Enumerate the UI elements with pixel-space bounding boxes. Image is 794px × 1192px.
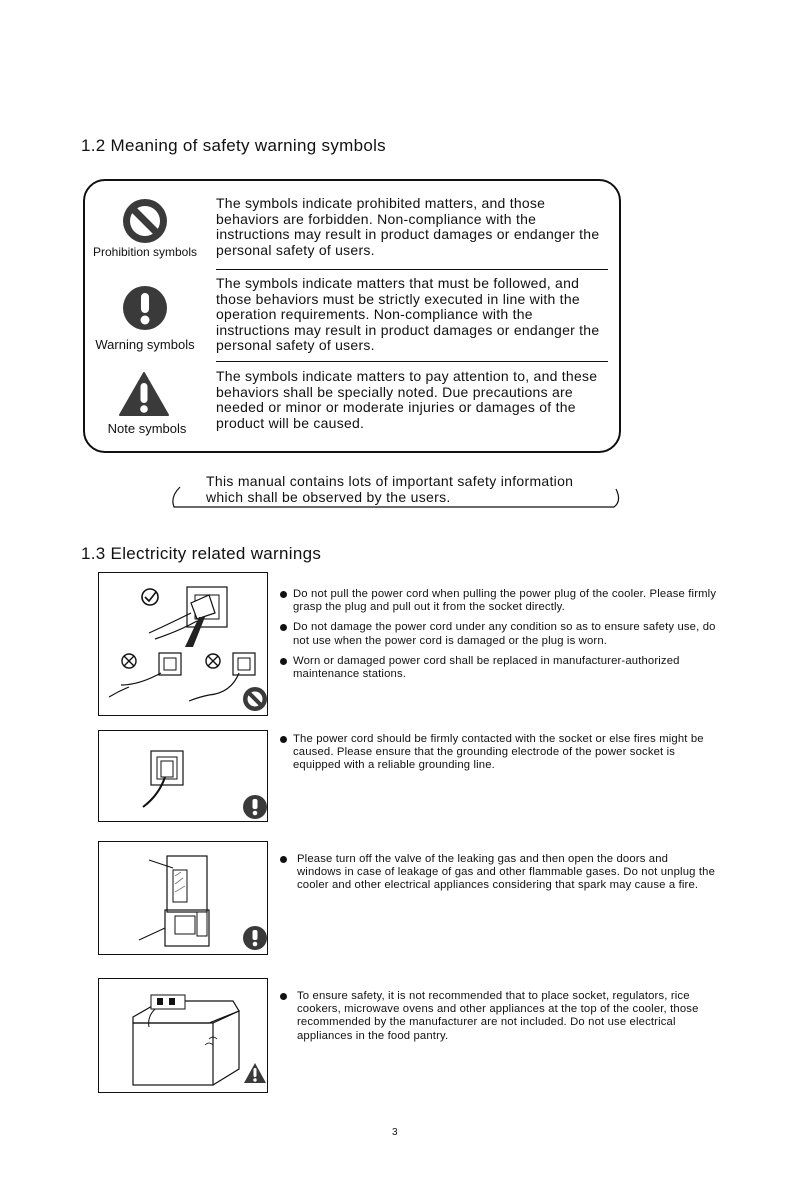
bullet-item: Worn or damaged power cord shall be replaced in manufacturer-authorized maintenance stations.: [279, 655, 719, 681]
warning-triangle-icon: [244, 1063, 266, 1083]
symbol-label: Warning symbols: [95, 337, 195, 352]
exclamation-icon: [121, 284, 169, 332]
illustration-power-cord: [98, 572, 268, 716]
illustration-cooler-top: [98, 978, 268, 1093]
symbol-meaning-box: [83, 179, 621, 453]
section-title-safety-symbols: 1.2 Meaning of safety warning symbols: [81, 136, 386, 155]
bullet-list: [279, 588, 719, 688]
bullet-list: [279, 853, 715, 900]
bullet-item: Do not damage the power cord under any condition so as to ensure safety use, do not use when the power cord is damaged or the plug is worn.: [279, 621, 719, 647]
exclamation-icon: [243, 795, 267, 819]
divider: [216, 361, 608, 362]
bullet-list: [279, 733, 719, 780]
symbol-description: The symbols indicate matters to pay attention to, and these behaviors shall be specially noted. Due precautions are needed or minor or moderate injuries or damages of the product will be caused.: [216, 368, 598, 431]
bullet-list: [279, 990, 717, 1050]
warning-triangle-icon: [118, 371, 170, 417]
symbol-description: The symbols indicate matters that must be followed, and those behaviors must be strictly executed in line with the operation requirements. Non-compliance with the instructions may result in product damages or endanger the personal safety of users.: [216, 275, 600, 353]
prohibition-icon: [243, 687, 267, 711]
bullet-item: Please turn off the valve of the leaking gas and then open the doors and windows in case of leakage of gas and other flammable gases. Do not unplug the cooler and other electrical appliances considering that spark may cause a fire.: [279, 853, 715, 893]
important-notice: [168, 473, 622, 509]
illustration-socket: [98, 730, 268, 822]
exclamation-icon: [243, 926, 267, 950]
symbol-label: Note symbols: [107, 421, 187, 436]
check-icon: [142, 589, 158, 605]
prohibition-icon: [121, 197, 169, 245]
page-number: 3: [392, 1127, 398, 1138]
divider: [216, 269, 608, 270]
notice-text: This manual contains lots of important safety information which shall be observed by the users.: [206, 473, 574, 505]
bullet-item: Do not pull the power cord when pulling the power plug of the cooler. Please firmly grasp the plug and pull out it from the socket directly.: [279, 588, 719, 614]
bullet-item: The power cord should be firmly contacted with the socket or else fires might be caused. Please ensure that the grounding electrode of the power socket is equipped with a reliable grounding line.: [279, 733, 719, 773]
bullet-item: To ensure safety, it is not recommended that to place socket, regulators, rice cookers, microwave ovens and other appliances at the top of the cooler, those recommended by the manufacturer are not included. Do not use electrical appliances in the food pantry.: [279, 990, 717, 1043]
cross-icon: [122, 654, 220, 668]
symbol-description: The symbols indicate prohibited matters, and those behaviors are forbidden. Non-compliance with the instructions may result in product damages or endanger the personal safety of users.: [216, 195, 600, 258]
symbol-label: Prohibition symbols: [92, 245, 198, 259]
illustration-gas-leak: [98, 841, 268, 955]
section-title-electricity: 1.3 Electricity related warnings: [81, 544, 322, 563]
